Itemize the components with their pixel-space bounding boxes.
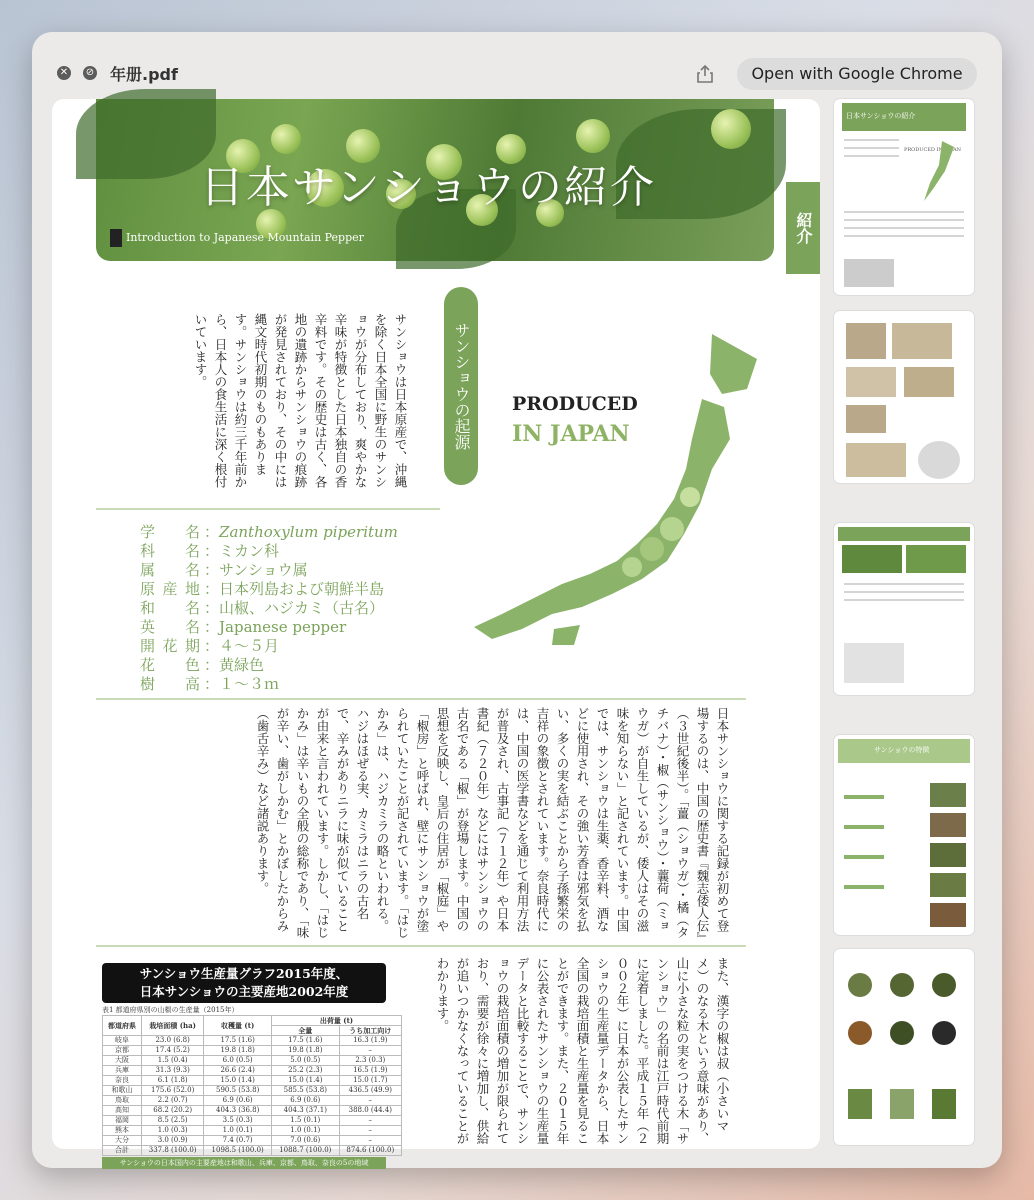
table-cell: 1.0 (0.1) bbox=[271, 1126, 339, 1136]
table-cell: 6.1 (1.8) bbox=[141, 1076, 203, 1086]
table-cell: 福岡 bbox=[103, 1116, 142, 1126]
table-cell: 鳥取 bbox=[103, 1096, 142, 1106]
table-cell: 23.0 (6.8) bbox=[141, 1036, 203, 1046]
open-with-chrome-button[interactable]: Open with Google Chrome bbox=[737, 58, 977, 90]
thumbnail-sidebar bbox=[834, 99, 974, 1149]
table-cell: 17.5 (1.6) bbox=[204, 1036, 272, 1046]
table-cell: 15.0 (1.4) bbox=[271, 1076, 339, 1086]
fact-row: 学名 ： Zanthoxylum piperitum bbox=[140, 523, 398, 541]
table-cell: 175.6 (52.0) bbox=[141, 1086, 203, 1096]
table-cell: – bbox=[339, 1096, 401, 1106]
table-row bbox=[103, 1086, 402, 1096]
table-row bbox=[103, 1116, 402, 1126]
fact-row: 和名 ： 山椒、ハジカミ（古名） bbox=[140, 599, 385, 617]
table-row bbox=[103, 1096, 402, 1106]
banner-image bbox=[96, 99, 774, 261]
table-cell: 高知 bbox=[103, 1106, 142, 1116]
page-thumbnail-4[interactable]: サンショウの特徴 bbox=[834, 735, 974, 935]
page-title: 日本サンショウの紹介 bbox=[200, 162, 656, 213]
table-cell: – bbox=[339, 1046, 401, 1056]
table-cell: 337.8 (100.0) bbox=[141, 1146, 203, 1156]
table-cell: 6.9 (0.6) bbox=[271, 1096, 339, 1106]
table-cell: 合計 bbox=[103, 1146, 142, 1156]
table-cell: 404.3 (37.1) bbox=[271, 1106, 339, 1116]
fact-row: 英名 ： Japanese pepper bbox=[140, 618, 347, 636]
table-cell: 奈良 bbox=[103, 1076, 142, 1086]
production-table: 都道府県 栽培面積 (ha) 収穫量 (t) 出荷量 (t) 全量 うち加工向け 岐阜 23.0 (6.8) 17.5 (1.6) 17.5 (1.6) 16.3 (1.9) 京都 17.4 (5.2) 19.8 (1.8) 19.8 (1.8) – 大阪 1.5 (0.4) 6.0 (0.5) 5.0 (0.5) 2.3 (0.3) 兵庫 31.3 (9.3) 26.6 (2.4) 25.2 (2.3) 16.5 (1.9) 奈良 6.1 (1.8) 15.0 (1.4) 15.0 (1.4) 15.0 (1.7) 和歌山 175.6 (52.0) 590.5 (53.8) 585.5 (53.8) 436.5 (49.9) 鳥取 2.2 (0.7) 6.9 (0.6) 6.9 (0.6) – 高知 68.2 (20.2) 404.3 (36.8) 404.3 (37.1) 388.0 (44.4) 福岡 8.5 (2.5) 3.5 (0.3) 1.5 (0.1) – 熊本 1.0 (0.3) 1.0 (0.1) 1.0 (0.1) – 大分 3.0 (0.9) 7.4 (0.7) 7.0 (0.6) – 合計 337.8 (100.0) 1098.5 (100.0) 1088.7 (100.0) 874.6 (100.0) bbox=[102, 1015, 402, 1156]
divider bbox=[96, 945, 746, 947]
table-cell: 6.9 (0.6) bbox=[204, 1096, 272, 1106]
table-cell: 19.8 (1.8) bbox=[271, 1046, 339, 1056]
close-icon[interactable]: ✕ bbox=[57, 66, 71, 80]
fact-row: 花色 ： 黄緑色 bbox=[140, 656, 265, 674]
table-cell: 和歌山 bbox=[103, 1086, 142, 1096]
table-row bbox=[103, 1126, 402, 1136]
origin-pill: サンショウの起源 bbox=[444, 287, 478, 485]
fact-row: 原産地 ： 日本列島および朝鮮半島 bbox=[140, 580, 385, 598]
table-cell: 26.6 (2.4) bbox=[204, 1066, 272, 1076]
table-cell: 16.3 (1.9) bbox=[339, 1036, 401, 1046]
page-subtitle: Introduction to Japanese Mountain Pepper bbox=[110, 229, 364, 247]
preview-window bbox=[32, 32, 1002, 1168]
table-cell: 436.5 (49.9) bbox=[339, 1086, 401, 1096]
table-cell: 68.2 (20.2) bbox=[141, 1106, 203, 1116]
page-thumbnail-2[interactable] bbox=[834, 311, 974, 483]
table-cell: 15.0 (1.4) bbox=[204, 1076, 272, 1086]
table-cell: 熊本 bbox=[103, 1126, 142, 1136]
intro-text: サンショウは日本原産で、沖縄を除く日本全国に野生のサンショウが分布しており、爽やかな辛味が特徴とした日本独自の香辛料です。その歴史は古く、各地の遺跡からサンショウの痕跡が発見されており、その中には縄文時代初期のものもあります。サンショウは約三千年前から、日本人の食生活に深く根付いています。 bbox=[193, 313, 408, 488]
table-caption: 表1 都道府県別の山椒の生産量（2015年） bbox=[102, 1006, 239, 1014]
table-cell: 590.5 (53.8) bbox=[204, 1086, 272, 1096]
fact-row: 科名 ： ミカン科 bbox=[140, 542, 280, 560]
table-cell: 2.3 (0.3) bbox=[339, 1056, 401, 1066]
table-cell: 1.0 (0.1) bbox=[204, 1126, 272, 1136]
table-cell: 1.0 (0.3) bbox=[141, 1126, 203, 1136]
bottom-text: また、漢字の椒は叔（小さいマメ）のなる木という意味があり、山に小さな粒の実をつける木「サンショウ」の名前は江戸時代前期に定着しました。平成１５年（２００２年）に日本が公表したサンショウの生産量データから、日本全国の栽培面積と生産量を見ることができます。また、２０１５年に公表されたサンショウの生産量データと比較することで、サンショウの栽培面積の増加が限られており、需要が徐々に増加し、供給が追いつかなくなっていることがわかります。 bbox=[435, 957, 730, 1145]
table-cell: 25.2 (2.3) bbox=[271, 1066, 339, 1076]
table-cell: 6.0 (0.5) bbox=[204, 1056, 272, 1066]
table-row bbox=[103, 1146, 402, 1156]
fact-list bbox=[140, 523, 398, 694]
table-cell: 7.4 (0.7) bbox=[204, 1136, 272, 1146]
table-row bbox=[103, 1036, 402, 1046]
japan-map bbox=[462, 329, 772, 649]
table-row bbox=[103, 1046, 402, 1056]
table-row bbox=[103, 1106, 402, 1116]
history-text: 日本サンショウに関する記録が初めて登場するのは、中国の歴史書『魏志倭人伝』（３世紀後半）。「薑（ショウガ）・橘（タチバナ）・椒（サンショウ）・蘘荷（ミョウガ）が自生しているが、倭人はその滋味を知らない」と記されています。中国では、サンショウは生薬、香辛料、酒などに使用され、その強い芳香は邪気を払い、多くの実を結ぶことから子孫繁栄の吉祥の象徴とされています。奈良時代には、中国の医学書などを通じて利用方法が普及され、古事記（７１２年）や日本書紀（７２０年）などにはサンショウの古名である「椒」が登場します。中国の思想を反映し、皇后の住居が「椒庭」や「椒房」と呼ばれ、壁にサンショウが塗られていたことが記されています。「はじかみ」は、ハジカミラの略といわれる。ハジはほぜる実、カミラはニラの古名で、辛みがありニラに味が似ていることが由来と言われています。しかし、「はじかみ」は辛いもの全般の総称であり、「味が辛い、歯がしかむ」とかぼしたからみ（歯舌辛み）など諸説あります。 bbox=[255, 707, 730, 939]
table-cell: 585.5 (53.8) bbox=[271, 1086, 339, 1096]
divider bbox=[96, 508, 440, 510]
table-cell: 17.4 (5.2) bbox=[141, 1046, 203, 1056]
table-cell: 1088.7 (100.0) bbox=[271, 1146, 339, 1156]
table-cell: 7.0 (0.6) bbox=[271, 1136, 339, 1146]
produced-label: PRODUCED bbox=[512, 393, 638, 415]
fact-row: 属名 ： サンショウ属 bbox=[140, 561, 308, 579]
table-row bbox=[103, 1066, 402, 1076]
table-cell: – bbox=[339, 1116, 401, 1126]
share-icon[interactable] bbox=[696, 64, 714, 84]
table-cell: 31.3 (9.3) bbox=[141, 1066, 203, 1076]
divider bbox=[96, 698, 746, 700]
table-cell: 15.0 (1.7) bbox=[339, 1076, 401, 1086]
table-cell: 2.2 (0.7) bbox=[141, 1096, 203, 1106]
fact-row: 開花期 ： ４～５月 bbox=[140, 637, 280, 655]
table-title: サンショウ生産量グラフ2015年度、 日本サンショウの主要産地2002年度 bbox=[102, 963, 386, 1003]
table-note: サンショウの日本国内の主要産地は和歌山、兵庫、京都、鳥取、奈良の5の地域 bbox=[102, 1157, 386, 1169]
table-row bbox=[103, 1056, 402, 1066]
table-cell: 8.5 (2.5) bbox=[141, 1116, 203, 1126]
table-cell: 19.8 (1.8) bbox=[204, 1046, 272, 1056]
table-cell: 1098.5 (100.0) bbox=[204, 1146, 272, 1156]
table-cell: 16.5 (1.9) bbox=[339, 1066, 401, 1076]
page-thumbnail-3[interactable] bbox=[834, 523, 974, 695]
file-name: 年册.pdf bbox=[110, 65, 178, 84]
fact-row: 樹高 ： １～３ｍ bbox=[140, 675, 280, 693]
page-thumbnail-1[interactable]: 日本サンショウの紹介 PRODUCED IN JAPAN bbox=[834, 99, 974, 295]
table-cell: 1.5 (0.4) bbox=[141, 1056, 203, 1066]
table-row bbox=[103, 1076, 402, 1086]
table-cell: 3.5 (0.3) bbox=[204, 1116, 272, 1126]
table-cell: – bbox=[339, 1136, 401, 1146]
table-row bbox=[103, 1136, 402, 1146]
section-side-tab: 紹介 bbox=[786, 182, 820, 274]
table-cell: 大阪 bbox=[103, 1056, 142, 1066]
table-cell: 大分 bbox=[103, 1136, 142, 1146]
table-cell: 404.3 (36.8) bbox=[204, 1106, 272, 1116]
in-japan-label: IN JAPAN bbox=[512, 421, 630, 447]
minimize-icon[interactable]: ⊘ bbox=[83, 66, 97, 80]
table-cell: – bbox=[339, 1126, 401, 1136]
table-cell: 5.0 (0.5) bbox=[271, 1056, 339, 1066]
table-cell: 17.5 (1.6) bbox=[271, 1036, 339, 1046]
table-cell: 874.6 (100.0) bbox=[339, 1146, 401, 1156]
table-cell: 岐阜 bbox=[103, 1036, 142, 1046]
table-cell: 京都 bbox=[103, 1046, 142, 1056]
table-cell: 388.0 (44.4) bbox=[339, 1106, 401, 1116]
table-cell: 3.0 (0.9) bbox=[141, 1136, 203, 1146]
table-cell: 1.5 (0.1) bbox=[271, 1116, 339, 1126]
page-thumbnail-5[interactable] bbox=[834, 949, 974, 1145]
pdf-page[interactable] bbox=[52, 99, 820, 1167]
table-cell: 兵庫 bbox=[103, 1066, 142, 1076]
